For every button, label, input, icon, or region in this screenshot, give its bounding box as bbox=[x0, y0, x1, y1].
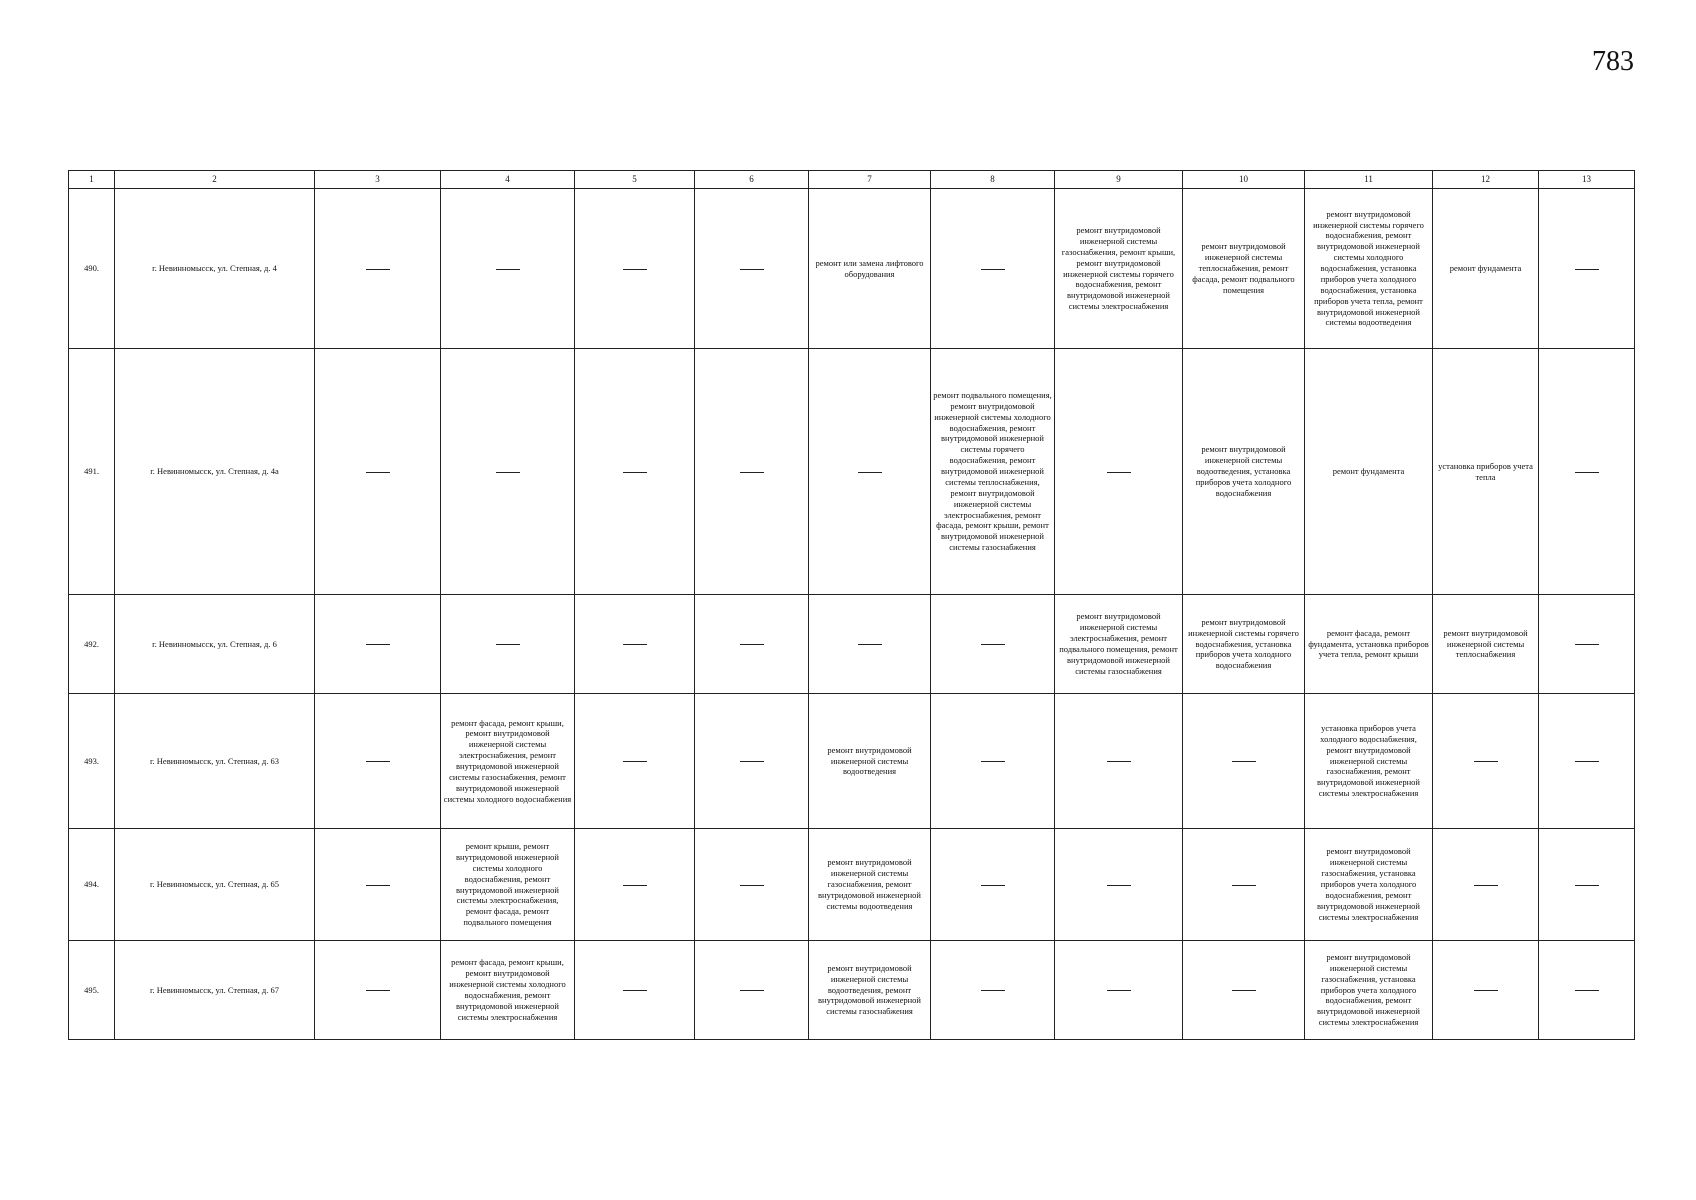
row-number: 495. bbox=[69, 941, 115, 1040]
address-cell: г. Невинномысск, ул. Степная, д. 67 bbox=[115, 941, 315, 1040]
cell-col10: ремонт внутридомовой инженерной системы теплоснабжения, ремонт фасада, ремонт подвального помещения bbox=[1183, 189, 1305, 349]
empty-dash bbox=[981, 885, 1005, 886]
cell-col9: ремонт внутридомовой инженерной системы газоснабжения, ремонт крыши, ремонт внутридомовой инженерной системы горячего водоснабжения, ремонт внутридомовой инженерной системы электроснабжения bbox=[1055, 189, 1183, 349]
empty-dash bbox=[1474, 990, 1498, 991]
column-number: 9 bbox=[1055, 171, 1183, 189]
cell-col5 bbox=[575, 941, 695, 1040]
cell-col5 bbox=[575, 829, 695, 941]
empty-dash bbox=[740, 885, 764, 886]
cell-col7: ремонт или замена лифтового оборудования bbox=[809, 189, 931, 349]
address-cell: г. Невинномысск, ул. Степная, д. 6 bbox=[115, 595, 315, 694]
empty-dash bbox=[858, 472, 882, 473]
cell-col8 bbox=[931, 595, 1055, 694]
column-number: 12 bbox=[1433, 171, 1539, 189]
cell-col3 bbox=[315, 694, 441, 829]
table-row bbox=[69, 694, 1635, 829]
cell-col3 bbox=[315, 349, 441, 595]
cell-col7 bbox=[809, 349, 931, 595]
row-number: 493. bbox=[69, 694, 115, 829]
table-row bbox=[69, 941, 1635, 1040]
cell-col3 bbox=[315, 189, 441, 349]
column-number: 13 bbox=[1539, 171, 1635, 189]
cell-col5 bbox=[575, 595, 695, 694]
empty-dash bbox=[1232, 990, 1256, 991]
cell-col10: ремонт внутридомовой инженерной системы горячего водоснабжения, установка приборов учета холодного водоснабжения bbox=[1183, 595, 1305, 694]
empty-dash bbox=[496, 269, 520, 270]
cell-col9: ремонт внутридомовой инженерной системы электроснабжения, ремонт подвального помещения, ремонт внутридомовой инженерной системы газоснабжения bbox=[1055, 595, 1183, 694]
empty-dash bbox=[981, 644, 1005, 645]
page-number: 783 bbox=[1592, 46, 1634, 77]
cell-col9 bbox=[1055, 349, 1183, 595]
cell-col11: ремонт фасада, ремонт фундамента, установка приборов учета тепла, ремонт крыши bbox=[1305, 595, 1433, 694]
cell-col7: ремонт внутридомовой инженерной системы водоотведения, ремонт внутридомовой инженерной системы газоснабжения bbox=[809, 941, 931, 1040]
cell-col11: ремонт внутридомовой инженерной системы горячего водоснабжения, ремонт внутридомовой инженерной системы холодного водоснабжения, установка приборов учета холодного водоснабжения, установка приборов учета тепла, ремонт внутридомовой инженерной системы водоотведения bbox=[1305, 189, 1433, 349]
cell-col4 bbox=[441, 349, 575, 595]
header-row bbox=[69, 171, 1635, 189]
cell-col5 bbox=[575, 694, 695, 829]
cell-col5 bbox=[575, 189, 695, 349]
cell-col12 bbox=[1433, 829, 1539, 941]
cell-col7: ремонт внутридомовой инженерной системы газоснабжения, ремонт внутридомовой инженерной системы водоотведения bbox=[809, 829, 931, 941]
cell-col3 bbox=[315, 941, 441, 1040]
table-row bbox=[69, 349, 1635, 595]
cell-col11: установка приборов учета холодного водоснабжения, ремонт внутридомовой инженерной системы газоснабжения, ремонт внутридомовой инженерной системы электроснабжения bbox=[1305, 694, 1433, 829]
cell-col8 bbox=[931, 189, 1055, 349]
empty-dash bbox=[366, 269, 390, 270]
capital-repair-table bbox=[68, 170, 1635, 1040]
table-row bbox=[69, 829, 1635, 941]
cell-col12 bbox=[1433, 694, 1539, 829]
column-number: 6 bbox=[695, 171, 809, 189]
cell-col13 bbox=[1539, 694, 1635, 829]
empty-dash bbox=[1575, 472, 1599, 473]
column-number: 2 bbox=[115, 171, 315, 189]
empty-dash bbox=[496, 472, 520, 473]
cell-col13 bbox=[1539, 941, 1635, 1040]
empty-dash bbox=[623, 269, 647, 270]
cell-col6 bbox=[695, 941, 809, 1040]
address-cell: г. Невинномысск, ул. Степная, д. 4а bbox=[115, 349, 315, 595]
empty-dash bbox=[496, 644, 520, 645]
cell-col13 bbox=[1539, 349, 1635, 595]
cell-col6 bbox=[695, 829, 809, 941]
cell-col8 bbox=[931, 941, 1055, 1040]
column-number: 7 bbox=[809, 171, 931, 189]
cell-col11: ремонт внутридомовой инженерной системы газоснабжения, установка приборов учета холодного водоснабжения, ремонт внутридомовой инженерной системы электроснабжения bbox=[1305, 941, 1433, 1040]
empty-dash bbox=[740, 472, 764, 473]
cell-col5 bbox=[575, 349, 695, 595]
cell-col4 bbox=[441, 595, 575, 694]
cell-col11: ремонт фундамента bbox=[1305, 349, 1433, 595]
cell-col10 bbox=[1183, 694, 1305, 829]
row-number: 494. bbox=[69, 829, 115, 941]
cell-col6 bbox=[695, 349, 809, 595]
cell-col9 bbox=[1055, 941, 1183, 1040]
empty-dash bbox=[981, 990, 1005, 991]
empty-dash bbox=[1474, 761, 1498, 762]
empty-dash bbox=[623, 885, 647, 886]
cell-col13 bbox=[1539, 189, 1635, 349]
empty-dash bbox=[740, 269, 764, 270]
cell-col12: ремонт фундамента bbox=[1433, 189, 1539, 349]
empty-dash bbox=[858, 644, 882, 645]
empty-dash bbox=[1575, 644, 1599, 645]
empty-dash bbox=[1107, 472, 1131, 473]
empty-dash bbox=[1107, 990, 1131, 991]
empty-dash bbox=[1232, 761, 1256, 762]
address-cell: г. Невинномысск, ул. Степная, д. 63 bbox=[115, 694, 315, 829]
column-number: 5 bbox=[575, 171, 695, 189]
empty-dash bbox=[1232, 885, 1256, 886]
cell-col9 bbox=[1055, 829, 1183, 941]
empty-dash bbox=[623, 644, 647, 645]
address-cell: г. Невинномысск, ул. Степная, д. 65 bbox=[115, 829, 315, 941]
cell-col7 bbox=[809, 595, 931, 694]
cell-col10 bbox=[1183, 941, 1305, 1040]
empty-dash bbox=[1107, 885, 1131, 886]
cell-col7: ремонт внутридомовой инженерной системы водоотведения bbox=[809, 694, 931, 829]
empty-dash bbox=[366, 472, 390, 473]
cell-col6 bbox=[695, 189, 809, 349]
empty-dash bbox=[1107, 761, 1131, 762]
empty-dash bbox=[366, 885, 390, 886]
empty-dash bbox=[981, 761, 1005, 762]
cell-col10 bbox=[1183, 829, 1305, 941]
cell-col13 bbox=[1539, 595, 1635, 694]
cell-col4: ремонт крыши, ремонт внутридомовой инженерной системы холодного водоснабжения, ремонт внутридомовой инженерной системы электроснабжения, ремонт фасада, ремонт подвального помещения bbox=[441, 829, 575, 941]
column-number: 8 bbox=[931, 171, 1055, 189]
cell-col12 bbox=[1433, 941, 1539, 1040]
empty-dash bbox=[1575, 885, 1599, 886]
empty-dash bbox=[1575, 269, 1599, 270]
cell-col3 bbox=[315, 829, 441, 941]
empty-dash bbox=[740, 644, 764, 645]
cell-col4: ремонт фасада, ремонт крыши, ремонт внутридомовой инженерной системы холодного водоснабжения, ремонт внутридомовой инженерной системы электроснабжения bbox=[441, 941, 575, 1040]
cell-col12: установка приборов учета тепла bbox=[1433, 349, 1539, 595]
cell-col8: ремонт подвального помещения, ремонт внутридомовой инженерной системы холодного водоснабжения, ремонт внутридомовой инженерной системы горячего водоснабжения, ремонт внутридомовой инженерной системы теплоснабжения, ремонт внутридомовой инженерной системы электроснабжения, ремонт фасада, ремонт крыши, ремонт внутридомовой инженерной системы газоснабжения bbox=[931, 349, 1055, 595]
column-number: 11 bbox=[1305, 171, 1433, 189]
empty-dash bbox=[623, 761, 647, 762]
empty-dash bbox=[366, 990, 390, 991]
empty-dash bbox=[981, 269, 1005, 270]
cell-col6 bbox=[695, 595, 809, 694]
row-number: 490. bbox=[69, 189, 115, 349]
empty-dash bbox=[366, 644, 390, 645]
address-cell: г. Невинномысск, ул. Степная, д. 4 bbox=[115, 189, 315, 349]
cell-col13 bbox=[1539, 829, 1635, 941]
empty-dash bbox=[366, 761, 390, 762]
empty-dash bbox=[623, 990, 647, 991]
cell-col8 bbox=[931, 829, 1055, 941]
column-number: 3 bbox=[315, 171, 441, 189]
empty-dash bbox=[1474, 885, 1498, 886]
empty-dash bbox=[740, 761, 764, 762]
empty-dash bbox=[740, 990, 764, 991]
cell-col6 bbox=[695, 694, 809, 829]
column-number: 10 bbox=[1183, 171, 1305, 189]
column-number: 4 bbox=[441, 171, 575, 189]
cell-col8 bbox=[931, 694, 1055, 829]
cell-col11: ремонт внутридомовой инженерной системы газоснабжения, установка приборов учета холодного водоснабжения, ремонт внутридомовой инженерной системы электроснабжения bbox=[1305, 829, 1433, 941]
cell-col12: ремонт внутридомовой инженерной системы теплоснабжения bbox=[1433, 595, 1539, 694]
empty-dash bbox=[623, 472, 647, 473]
empty-dash bbox=[1575, 990, 1599, 991]
cell-col3 bbox=[315, 595, 441, 694]
row-number: 492. bbox=[69, 595, 115, 694]
table-row bbox=[69, 595, 1635, 694]
cell-col4 bbox=[441, 189, 575, 349]
empty-dash bbox=[1575, 761, 1599, 762]
row-number: 491. bbox=[69, 349, 115, 595]
table-row bbox=[69, 189, 1635, 349]
cell-col4: ремонт фасада, ремонт крыши, ремонт внутридомовой инженерной системы электроснабжения, ремонт внутридомовой инженерной системы газоснабжения, ремонт внутридомовой инженерной системы холодного водоснабжения bbox=[441, 694, 575, 829]
column-number: 1 bbox=[69, 171, 115, 189]
cell-col10: ремонт внутридомовой инженерной системы водоотведения, установка приборов учета холодного водоснабжения bbox=[1183, 349, 1305, 595]
cell-col9 bbox=[1055, 694, 1183, 829]
